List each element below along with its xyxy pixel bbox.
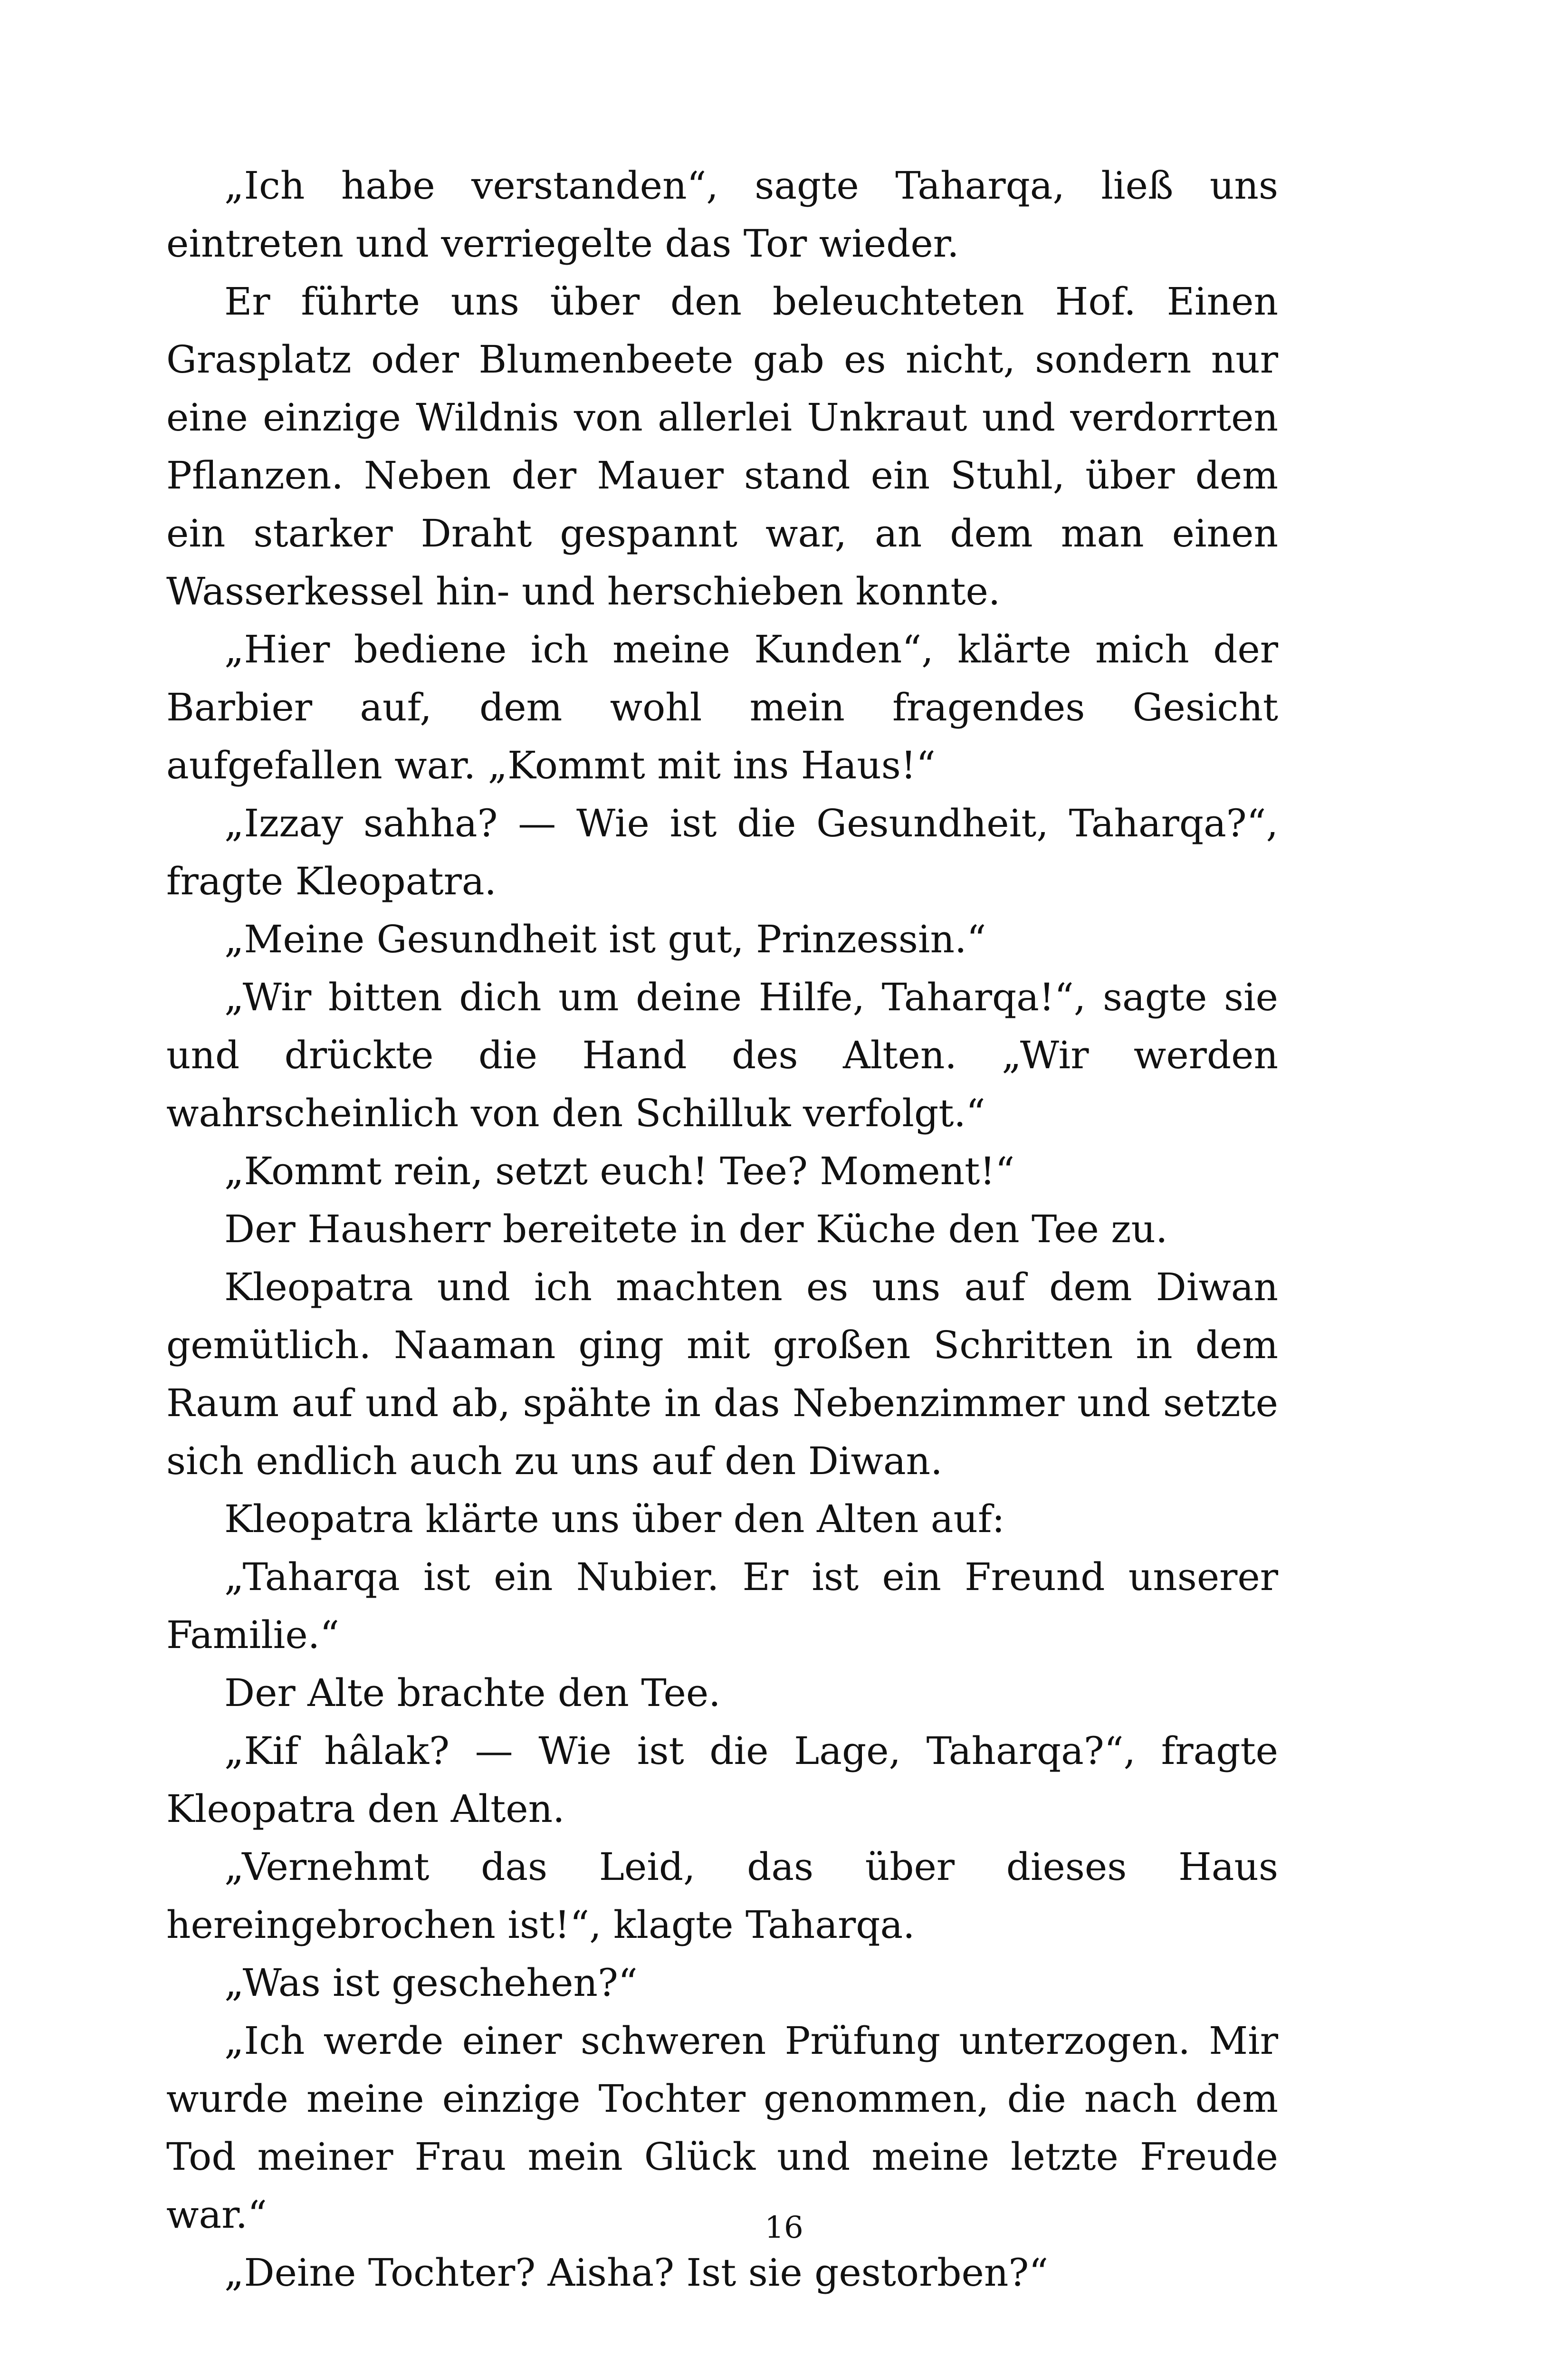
paragraph: Der Alte brachte den Tee. bbox=[224, 1671, 721, 1715]
paragraph: „Vernehmt das Leid, das über dieses Haus hereingebrochen ist!“, klagte Taharqa. bbox=[166, 1845, 1278, 1947]
page-body bbox=[166, 157, 1278, 2302]
paragraph: „Wir bitten dich um deine Hilfe, Taharqa!“, sagte sie und drückte die Hand des Alten. „Wir werden wahrscheinlich von den Schilluk verfolgt.“ bbox=[166, 975, 1278, 1135]
paragraph: Er führte uns über den beleuchteten Hof. Einen Grasplatz oder Blumenbeete gab es nicht, sondern nur eine einzige Wildnis von allerlei Unkraut und verdorrten Pflanzen. Neben der Mauer stand ein Stuhl, über dem ein starker Draht gespannt war, an dem man einen Wasserkessel hin- und herschieben konnte. bbox=[166, 279, 1278, 613]
paragraph: „Taharqa ist ein Nubier. Er ist ein Freund unserer Familie.“ bbox=[166, 1555, 1278, 1657]
paragraph: Kleopatra klärte uns über den Alten auf: bbox=[224, 1497, 1005, 1541]
paragraph: „Kommt rein, setzt euch! Tee? Moment!“ bbox=[224, 1149, 1015, 1193]
paragraph: „Kif hâlak? — Wie ist die Lage, Taharqa?“, fragte Kleopatra den Alten. bbox=[166, 1729, 1278, 1831]
paragraph: Der Hausherr bereitete in der Küche den Tee zu. bbox=[224, 1207, 1168, 1251]
paragraph: „Ich werde einer schweren Prüfung unterzogen. Mir wurde meine einzige Tochter genommen, die nach dem Tod meiner Frau mein Glück und meine letzte Freude war.“ bbox=[166, 2019, 1278, 2237]
page-number: 16 bbox=[765, 2210, 803, 2245]
paragraph: „Meine Gesundheit ist gut, Prinzessin.“ bbox=[224, 917, 986, 961]
paragraph: „Hier bediene ich meine Kunden“, klärte mich der Barbier auf, dem wohl mein fragendes Gesicht aufgefallen war. „Kommt mit ins Haus!“ bbox=[166, 627, 1278, 787]
paragraph: Kleopatra und ich machten es uns auf dem Diwan gemütlich. Naaman ging mit großen Schritten in dem Raum auf und ab, spähte in das Nebenzimmer und setzte sich endlich auch zu uns auf den Diwan. bbox=[166, 1265, 1278, 1483]
paragraph: „Ich habe verstanden“, sagte Taharqa, ließ uns eintreten und verriegelte das Tor wieder. bbox=[166, 163, 1278, 266]
paragraph: „Izzay sahha? — Wie ist die Gesundheit, Taharqa?“, fragte Kleopatra. bbox=[166, 801, 1278, 903]
paragraph: „Deine Tochter? Aisha? Ist sie gestorben?“ bbox=[224, 2251, 1049, 2295]
paragraph: „Was ist geschehen?“ bbox=[224, 1961, 638, 2005]
